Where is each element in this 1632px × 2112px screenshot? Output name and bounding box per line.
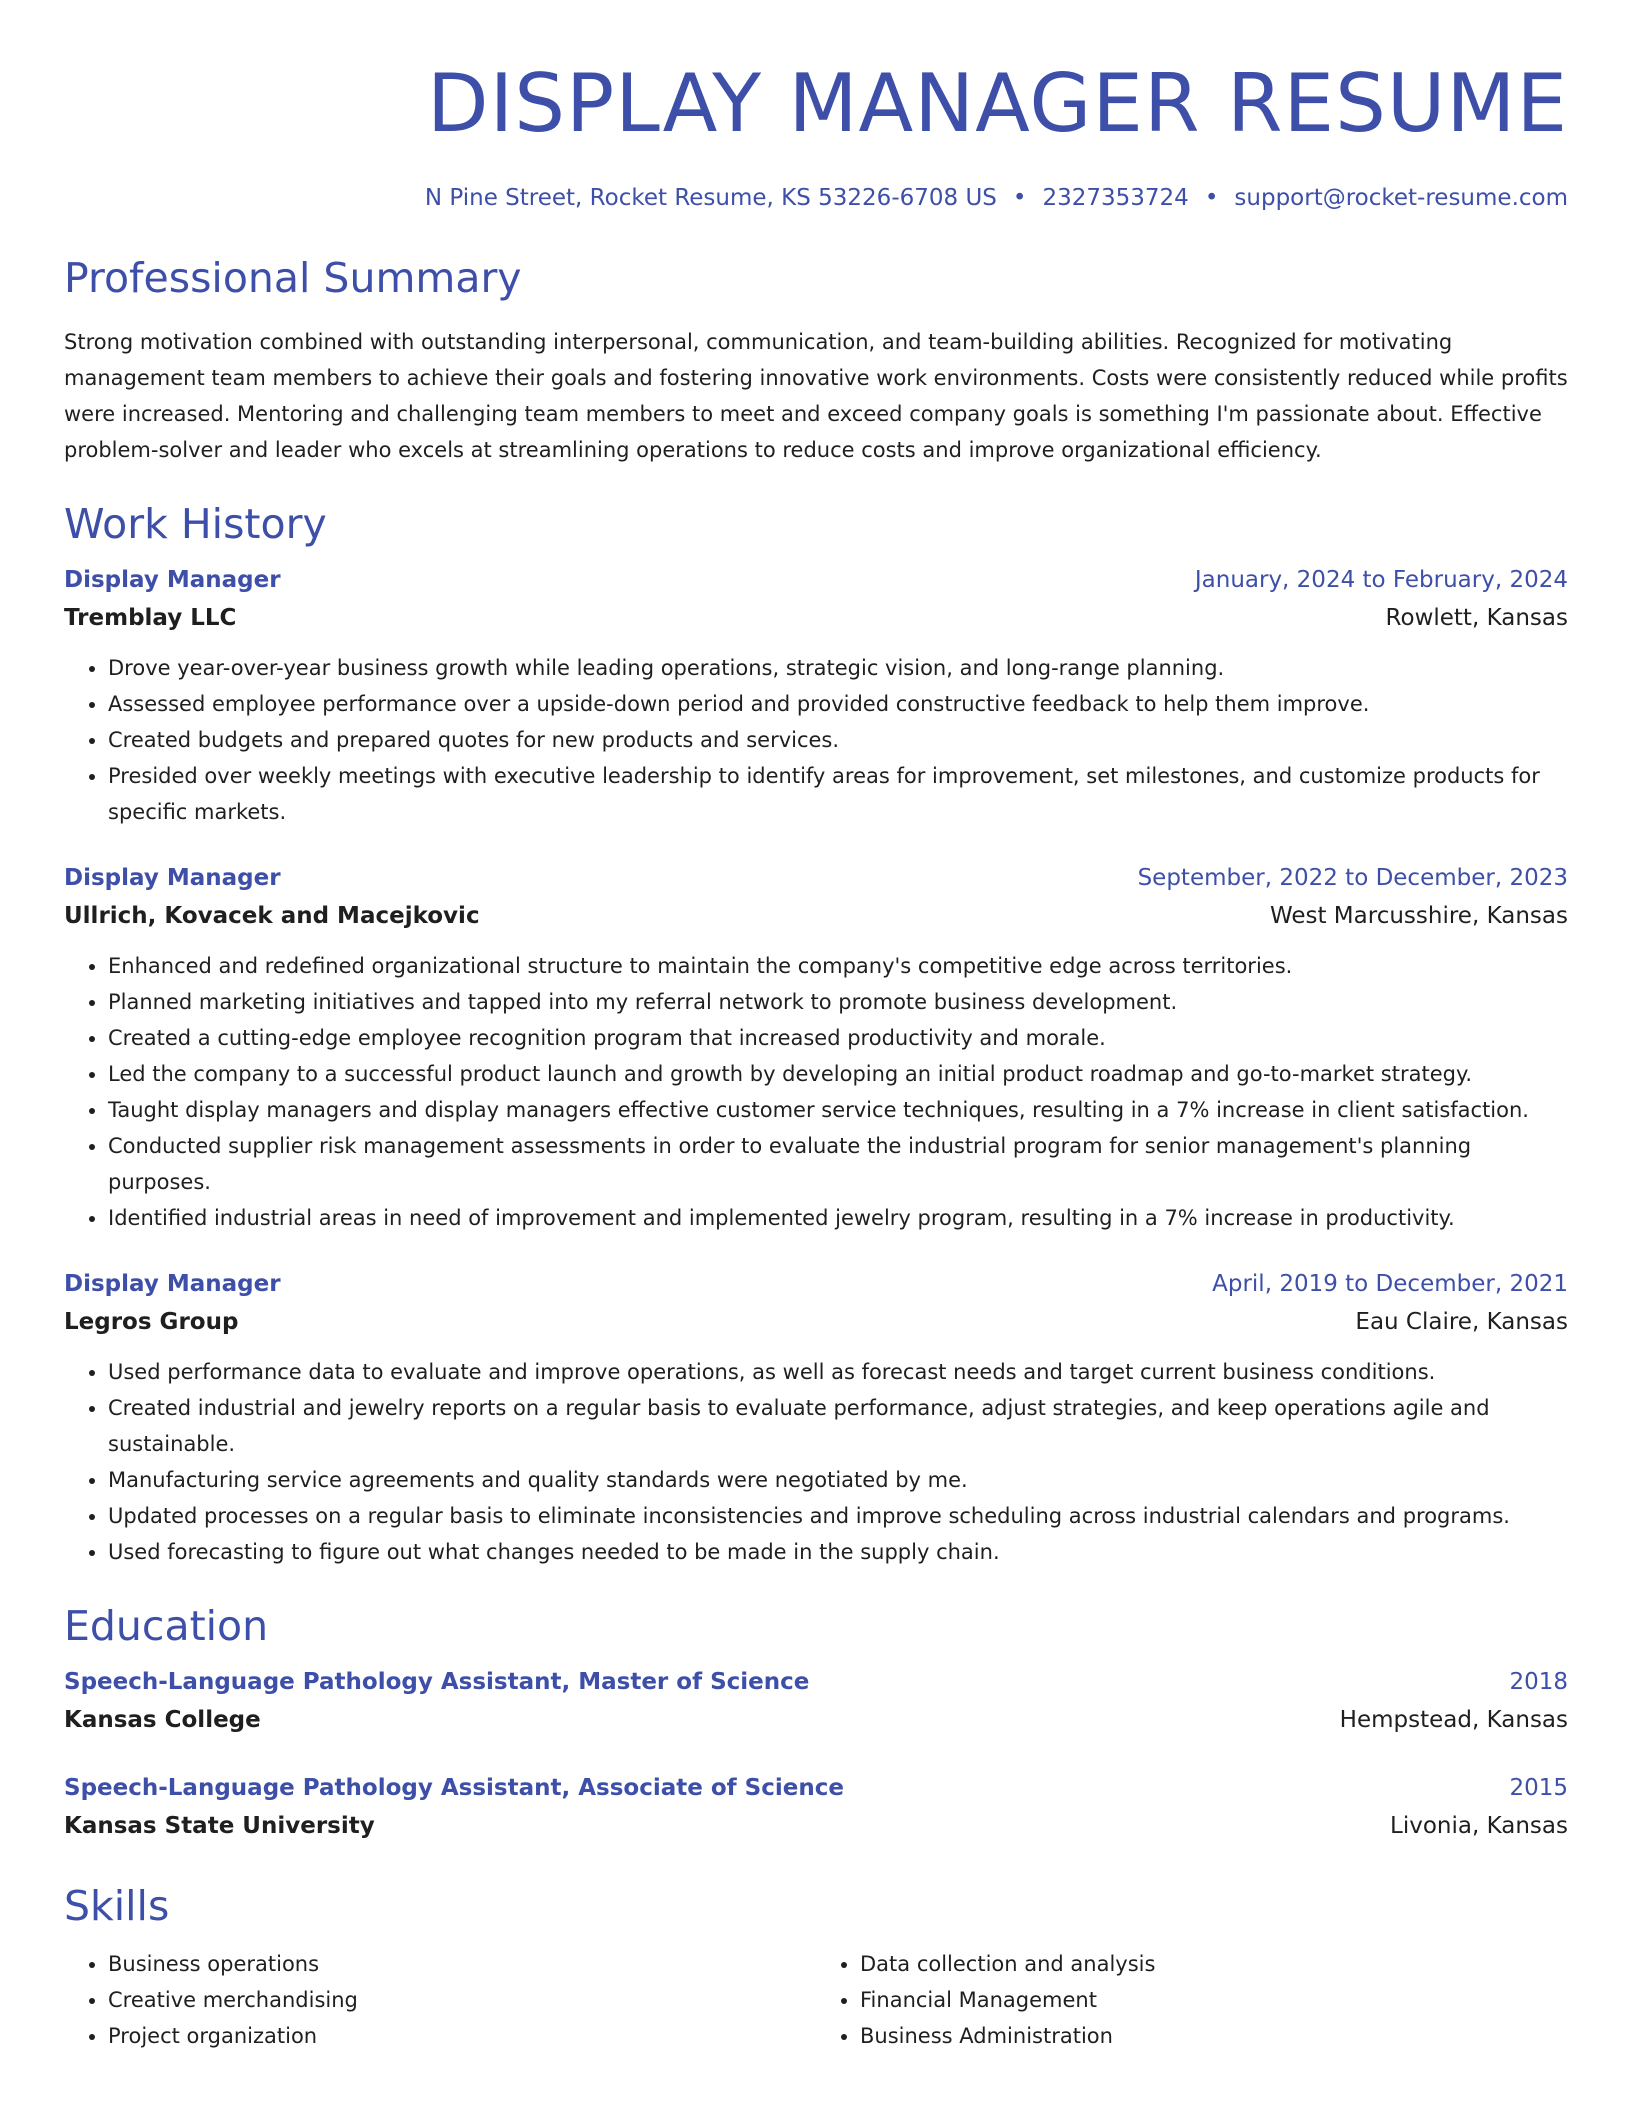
contact-separator: • [1012,185,1027,211]
job-bullet: • Drove year-over-year business growth while leading operations, strategic vision, and long-range planning. [108,650,1568,686]
job-entry [64,1266,1568,1570]
education-entry [64,1664,1568,1740]
professional-summary-section [64,252,1568,468]
skill-item: • Business Administration [860,2018,1568,2054]
job-bullets [64,948,1568,1236]
job-location: Rowlett, Kansas [1385,605,1568,631]
education-degree: Speech-Language Pathology Assistant, Master of Science [64,1669,810,1695]
job-company: Ullrich, Kovacek and Macejkovic [64,903,480,929]
education-degree: Speech-Language Pathology Assistant, Associate of Science [64,1775,844,1801]
job-bullet: • Enhanced and redefined organizational structure to maintain the company's competitive edge across territories. [108,948,1568,984]
skill-item: • Financial Management [860,1982,1568,2018]
education-section [64,1600,1568,1846]
job-bullets [64,1354,1568,1570]
job-role: Display Manager [64,1271,281,1297]
resume-name: DISPLAY MANAGER RESUME [427,57,1568,150]
summary-text: Strong motivation combined with outstanding interpersonal, communication, and team-building abilities. Recognized for motivating management team members to achieve their goals and fostering innovative work environments. Costs were consistently reduced while profits were increased. Mentoring and challenging team members to meet and exceed company goals is something I'm passionate about. Effective problem-solver and leader who excels at streamlining operations to reduce costs and improve organizational efficiency. [64,330,1568,462]
job-entry [64,562,1568,830]
job-entry [64,860,1568,1236]
job-bullet: • Presided over weekly meetings with executive leadership to identify areas for improvement, set milestones, and customize products for specific markets. [108,758,1568,830]
skill-item: • Business operations [108,1946,816,1982]
education-entry [64,1770,1568,1846]
skill-item: • Data collection and analysis [860,1946,1568,1982]
job-bullet: • Conducted supplier risk management assessments in order to evaluate the industrial program for senior management's planning purposes. [108,1128,1568,1200]
job-bullet: • Identified industrial areas in need of improvement and implemented jewelry program, resulting in a 7% increase in productivity. [108,1200,1568,1236]
job-company: Tremblay LLC [64,605,237,631]
education-location: Hempstead, Kansas [1339,1707,1568,1733]
contact-separator: • [1204,185,1219,211]
job-bullet: • Used performance data to evaluate and improve operations, as well as forecast needs and target current business conditions. [108,1354,1568,1390]
job-bullet: • Led the company to a successful product launch and growth by developing an initial product roadmap and go-to-market strategy. [108,1056,1568,1092]
skill-item: • Creative merchandising [108,1982,816,2018]
job-bullet: • Created budgets and prepared quotes for new products and services. [108,722,1568,758]
education-school: Kansas College [64,1707,261,1733]
education-location: Livonia, Kansas [1390,1813,1568,1839]
skills-list-right [816,1946,1568,2054]
job-role: Display Manager [64,567,281,593]
job-bullet: • Assessed employee performance over a upside-down period and provided constructive feedback to help them improve. [108,686,1568,722]
resume-header [64,52,1568,214]
job-bullet: • Used forecasting to figure out what changes needed to be made in the supply chain. [108,1534,1568,1570]
job-bullet: • Created industrial and jewelry reports on a regular basis to evaluate performance, adjust strategies, and keep operations agile and sustainable. [108,1390,1568,1462]
job-company: Legros Group [64,1309,239,1335]
job-bullet: • Updated processes on a regular basis to eliminate inconsistencies and improve scheduling across industrial calendars and programs. [108,1498,1568,1534]
skills-list-left [64,1946,816,2054]
education-year: 2015 [1509,1775,1568,1801]
job-location: West Marcusshire, Kansas [1269,903,1568,929]
job-bullet: • Created a cutting-edge employee recognition program that increased productivity and morale. [108,1020,1568,1056]
skill-item: • Project organization [108,2018,816,2054]
education-school: Kansas State University [64,1813,375,1839]
job-dates: April, 2019 to December, 2021 [1212,1271,1568,1297]
contact-email[interactable]: support@rocket-resume.com [1234,185,1568,211]
contact-address: N Pine Street, Rocket Resume, KS 53226-6708 US [424,185,997,211]
job-bullet: • Manufacturing service agreements and quality standards were negotiated by me. [108,1462,1568,1498]
education-year: 2018 [1509,1669,1568,1695]
section-title-education: Education [64,1602,269,1650]
job-bullets [64,650,1568,830]
skills-section [64,1880,1568,2054]
section-title-work-history: Work History [64,500,327,548]
contact-line [64,182,1568,214]
job-dates: January, 2024 to February, 2024 [1194,567,1568,593]
job-dates: September, 2022 to December, 2023 [1137,865,1568,891]
work-history-section [64,498,1568,1570]
section-title-summary: Professional Summary [64,254,522,302]
section-title-skills: Skills [64,1882,170,1930]
job-role: Display Manager [64,865,281,891]
job-bullet: • Planned marketing initiatives and tapped into my referral network to promote business development. [108,984,1568,1020]
job-location: Eau Claire, Kansas [1355,1309,1568,1335]
contact-phone: 2327353724 [1042,185,1189,211]
job-bullet: • Taught display managers and display managers effective customer service techniques, resulting in a 7% increase in client satisfaction. [108,1092,1568,1128]
skills-columns [64,1946,1568,2054]
